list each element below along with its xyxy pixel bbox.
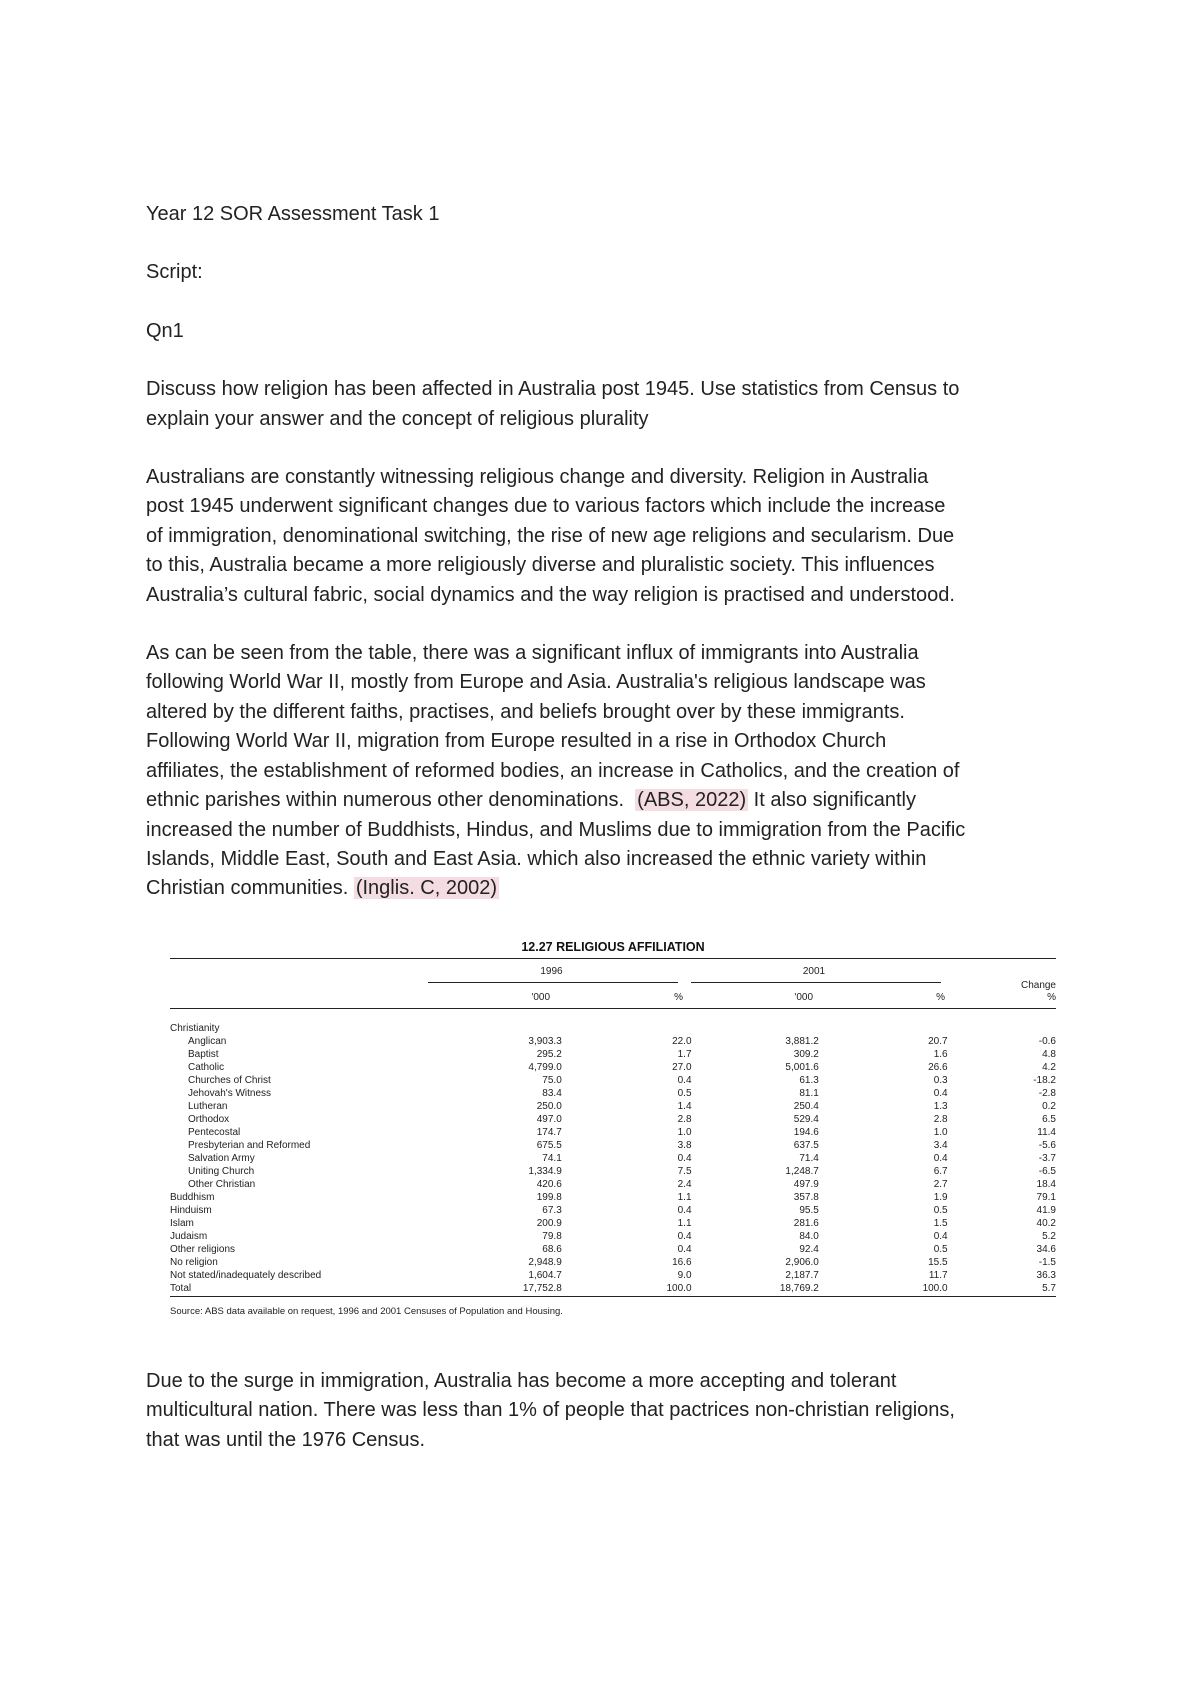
cell-change-percent: [948, 1022, 1056, 1035]
table-row: [170, 1269, 1056, 1282]
cell-1996-percent: 27.0: [672, 1062, 692, 1073]
cell-change-percent: 0.2: [1042, 1101, 1056, 1112]
cell-2001-thousand: 2,187.7: [785, 1270, 819, 1281]
cell-1996-thousand: 2,948.9: [528, 1257, 562, 1268]
row-label: Not stated/inadequately described: [170, 1270, 322, 1281]
table-row: [170, 1152, 1056, 1165]
cell-2001-percent: 20.7: [928, 1036, 948, 1047]
table-top-rule: [170, 958, 1056, 959]
table-row: [170, 1100, 1056, 1113]
question-line: explain your answer and the concept of religious plurality: [146, 407, 649, 430]
table-source: Source: ABS data available on request, 1996 and 2001 Censuses of Population and Housing.: [170, 1306, 563, 1317]
paragraph-text: Christian communities.: [146, 877, 354, 900]
cell-1996-thousand: 675.5: [536, 1140, 562, 1151]
paragraph-1: [146, 463, 1066, 610]
cell-2001-thousand: 529.4: [793, 1114, 819, 1125]
table-row: [170, 1022, 1056, 1035]
table-row: [170, 1113, 1056, 1126]
col-thousand-1996: '000: [531, 992, 550, 1003]
cell-change-percent: 5.7: [1042, 1283, 1056, 1294]
cell-2001-percent: [819, 1022, 948, 1035]
cell-1996-percent: 9.0: [677, 1270, 692, 1281]
religious-affiliation-table-figure: [170, 936, 1056, 1326]
row-label: No religion: [170, 1257, 218, 1268]
cell-2001-thousand: 18,769.2: [779, 1283, 819, 1294]
cell-2001-percent: 0.3: [933, 1075, 948, 1086]
paragraph-3: [146, 1367, 1066, 1455]
citation-inglis: (Inglis. C, 2002): [355, 877, 498, 900]
cell-change-percent: -2.8: [1038, 1088, 1056, 1099]
col-change-percent: %: [1047, 992, 1056, 1003]
cell-1996-thousand: 83.4: [542, 1088, 562, 1099]
row-label: Pentecostal: [188, 1127, 241, 1138]
cell-1996-thousand: 420.6: [536, 1179, 562, 1190]
cell-1996-percent: [562, 1022, 692, 1035]
cell-2001-percent: 0.5: [933, 1205, 948, 1216]
cell-change-percent: -3.7: [1038, 1153, 1056, 1164]
col-change-header: Change: [1020, 980, 1056, 991]
row-label: Buddhism: [170, 1192, 215, 1203]
paragraph-line: Australia’s cultural fabric, social dynamics and the way religion is practised and understood.: [146, 583, 955, 606]
table-row: [170, 1256, 1056, 1269]
paragraph-line: altered by the different faiths, practises, and beliefs brought over by these immigrants.: [146, 700, 905, 723]
row-label: Other Christian: [188, 1179, 256, 1190]
cell-1996-thousand: 1,334.9: [528, 1166, 562, 1177]
document-body: [146, 200, 1066, 933]
cell-change-percent: 6.5: [1042, 1114, 1056, 1125]
table-row: [170, 1139, 1056, 1152]
cell-1996-percent: 0.4: [677, 1231, 692, 1242]
document-title: Year 12 SOR Assessment Task 1: [146, 203, 440, 225]
year-1996-header: 1996: [540, 966, 563, 977]
cell-1996-percent: 1.7: [677, 1049, 692, 1060]
cell-change-percent: -5.6: [1038, 1140, 1056, 1151]
row-label: Uniting Church: [188, 1166, 255, 1177]
year-2001-rule: [691, 982, 941, 983]
table-row: [170, 1165, 1056, 1178]
cell-1996-thousand: 75.0: [542, 1075, 562, 1086]
cell-1996-percent: 2.4: [677, 1179, 692, 1190]
cell-1996-percent: 0.4: [677, 1075, 692, 1086]
table-header-rule: [170, 1008, 1056, 1009]
paragraph-line: of immigration, denominational switching, the rise of new age religions and secularism. Due: [146, 524, 955, 547]
cell-1996-thousand: 200.9: [536, 1218, 562, 1229]
cell-change-percent: 18.4: [1036, 1179, 1056, 1190]
cell-2001-percent: 1.5: [933, 1218, 948, 1229]
cell-2001-percent: 0.4: [933, 1231, 948, 1242]
cell-2001-percent: 11.7: [928, 1270, 948, 1281]
cell-2001-thousand: 3,881.2: [785, 1036, 819, 1047]
cell-2001-thousand: 309.2: [793, 1049, 819, 1060]
cell-change-percent: 4.2: [1042, 1062, 1056, 1073]
cell-2001-percent: 2.8: [933, 1114, 948, 1125]
cell-1996-percent: 1.4: [677, 1101, 692, 1112]
table-row: [170, 1048, 1056, 1061]
cell-2001-percent: 100.0: [922, 1283, 948, 1294]
row-label: Anglican: [188, 1036, 227, 1047]
cell-1996-percent: 2.8: [677, 1114, 692, 1125]
col-percent-2001: %: [936, 992, 945, 1003]
row-label: Churches of Christ: [188, 1075, 271, 1086]
cell-1996-percent: 3.8: [677, 1140, 692, 1151]
table-row: [170, 1035, 1056, 1048]
cell-1996-percent: 1.1: [677, 1218, 692, 1229]
table-row: [170, 1204, 1056, 1217]
cell-2001-thousand: 81.1: [799, 1088, 819, 1099]
cell-2001-thousand: 281.6: [793, 1218, 819, 1229]
cell-change-percent: -1.5: [1038, 1257, 1056, 1268]
cell-change-percent: 41.9: [1036, 1205, 1056, 1216]
paragraph-line: post 1945 underwent significant changes due to various factors which include the increase: [146, 495, 946, 518]
script-label: Script:: [146, 261, 203, 284]
row-label: Christianity: [170, 1023, 220, 1034]
year-2001-header: 2001: [802, 966, 826, 977]
cell-2001-percent: 26.6: [928, 1062, 948, 1073]
table-row: [170, 1061, 1056, 1074]
cell-1996-percent: 1.1: [677, 1192, 692, 1203]
paragraph-2: [146, 639, 1066, 904]
paragraph-line: Australians are constantly witnessing religious change and diversity. Religion in Australia: [146, 466, 929, 489]
cell-2001-thousand: 497.9: [793, 1179, 819, 1190]
cell-2001-percent: 1.6: [933, 1049, 948, 1060]
row-label: Lutheran: [188, 1101, 228, 1112]
cell-1996-thousand: 174.7: [536, 1127, 562, 1138]
table-title: 12.27 RELIGIOUS AFFILIATION: [521, 940, 705, 954]
cell-1996-percent: 22.0: [672, 1036, 692, 1047]
table-row: [170, 1191, 1056, 1204]
cell-1996-percent: 100.0: [666, 1283, 692, 1294]
paragraph-line: [146, 786, 1066, 815]
row-label: Islam: [170, 1218, 194, 1229]
row-label: Baptist: [188, 1049, 219, 1060]
cell-2001-thousand: 357.8: [793, 1192, 819, 1203]
row-label: Jehovah's Witness: [188, 1088, 272, 1099]
cell-1996-thousand: 1,604.7: [528, 1270, 562, 1281]
cell-1996-percent: 16.6: [672, 1257, 692, 1268]
col-percent-1996: %: [674, 992, 683, 1003]
cell-1996-thousand: 67.3: [542, 1205, 562, 1216]
cell-2001-thousand: 637.5: [793, 1140, 819, 1151]
cell-1996-thousand: 295.2: [536, 1049, 562, 1060]
question-label: Qn1: [146, 319, 184, 342]
table-row: [170, 1230, 1056, 1243]
cell-2001-percent: 3.4: [933, 1140, 948, 1151]
table-row: [170, 1074, 1056, 1087]
cell-2001-thousand: 194.6: [793, 1127, 819, 1138]
cell-2001-percent: 1.3: [933, 1101, 948, 1112]
cell-change-percent: -6.5: [1038, 1166, 1056, 1177]
cell-change-percent: -0.6: [1038, 1036, 1056, 1047]
cell-2001-percent: 0.4: [933, 1088, 948, 1099]
cell-change-percent: 4.8: [1042, 1049, 1056, 1060]
table-row: [170, 1282, 1056, 1295]
cell-1996-thousand: 3,903.3: [528, 1036, 562, 1047]
table-row: [170, 1243, 1056, 1256]
row-label: Salvation Army: [188, 1153, 255, 1164]
cell-change-percent: 34.6: [1036, 1244, 1056, 1255]
question-text: [146, 375, 1066, 434]
table-row: [170, 1126, 1056, 1139]
cell-1996-percent: 1.0: [677, 1127, 692, 1138]
cell-2001-percent: 6.7: [933, 1166, 948, 1177]
cell-1996-percent: 0.4: [677, 1205, 692, 1216]
religious-affiliation-table: [170, 1022, 1056, 1295]
row-label: Presbyterian and Reformed: [188, 1140, 311, 1151]
cell-1996-thousand: 4,799.0: [528, 1062, 562, 1073]
cell-2001-thousand: 61.3: [799, 1075, 819, 1086]
cell-change-percent: 40.2: [1036, 1218, 1056, 1229]
cell-change-percent: 5.2: [1042, 1231, 1056, 1242]
paragraph-line: As can be seen from the table, there was a significant influx of immigrants into Australia: [146, 642, 919, 665]
row-label: Judaism: [170, 1231, 208, 1242]
cell-2001-percent: 1.9: [933, 1192, 948, 1203]
cell-change-percent: 79.1: [1036, 1192, 1056, 1203]
cell-1996-percent: 0.4: [677, 1153, 692, 1164]
table-row: [170, 1087, 1056, 1100]
paragraph-line: [146, 874, 1066, 903]
paragraph-line: Due to the surge in immigration, Australia has become a more accepting and tolerant: [146, 1370, 897, 1392]
cell-2001-thousand: 92.4: [799, 1244, 819, 1255]
cell-2001-thousand: 1,248.7: [785, 1166, 819, 1177]
row-label: Hinduism: [170, 1205, 212, 1216]
table-row: [170, 1217, 1056, 1230]
cell-2001-percent: 0.4: [933, 1153, 948, 1164]
year-1996-rule: [428, 982, 678, 983]
cell-change-percent: 11.4: [1037, 1127, 1056, 1138]
cell-1996-thousand: 497.0: [536, 1114, 562, 1125]
cell-change-percent: -18.2: [1033, 1075, 1056, 1086]
row-label: Orthodox: [188, 1114, 230, 1125]
cell-2001-thousand: 2,906.0: [785, 1257, 819, 1268]
paragraph-line: Islands, Middle East, South and East Asia. which also increased the ethnic variety within: [146, 847, 927, 870]
cell-1996-thousand: 250.0: [536, 1101, 562, 1112]
paragraph-line: that was until the 1976 Census.: [146, 1428, 426, 1451]
cell-change-percent: 36.3: [1036, 1270, 1056, 1281]
cell-1996-percent: 0.4: [677, 1244, 692, 1255]
cell-2001-percent: 0.5: [933, 1244, 948, 1255]
cell-1996-thousand: 79.8: [542, 1231, 562, 1242]
cell-1996-thousand: 74.1: [542, 1153, 562, 1164]
paragraph-line: following World War II, mostly from Europe and Asia. Australia's religious landscape was: [146, 671, 926, 694]
cell-2001-percent: 1.0: [933, 1127, 948, 1138]
cell-1996-percent: 7.5: [677, 1166, 692, 1177]
citation-abs: (ABS, 2022): [637, 789, 747, 812]
table-row: [170, 1178, 1056, 1191]
row-label: Total: [170, 1283, 192, 1294]
cell-2001-thousand: [692, 1022, 819, 1035]
paragraph-text: It also significantly: [748, 789, 916, 812]
cell-1996-thousand: [435, 1022, 562, 1035]
col-thousand-2001: '000: [794, 992, 813, 1003]
cell-2001-thousand: 95.5: [799, 1205, 819, 1216]
paragraph-line: Following World War II, migration from Europe resulted in a rise in Orthodox Church: [146, 730, 887, 753]
row-label: Other religions: [170, 1244, 236, 1255]
cell-1996-percent: 0.5: [677, 1088, 692, 1099]
paragraph-3-block: [146, 1367, 1066, 1484]
paragraph-text: ethnic parishes within numerous other denominations.: [146, 789, 636, 812]
paragraph-line: to this, Australia became a more religiously diverse and pluralistic society. This influences: [146, 554, 935, 577]
cell-1996-thousand: 17,752.8: [522, 1283, 562, 1294]
paragraph-line: increased the number of Buddhists, Hindus, and Muslims due to immigration from the Pacific: [146, 818, 966, 841]
cell-1996-thousand: 199.8: [536, 1192, 562, 1203]
table-bottom-rule: [170, 1296, 1056, 1297]
cell-1996-thousand: 68.6: [542, 1244, 562, 1255]
cell-2001-percent: 2.7: [933, 1179, 948, 1190]
cell-2001-thousand: 250.4: [793, 1101, 819, 1112]
row-label: Catholic: [188, 1062, 225, 1073]
cell-2001-thousand: 71.4: [799, 1153, 819, 1164]
paragraph-line: multicultural nation. There was less than 1% of people that pactrices non-christian religions,: [146, 1399, 955, 1422]
question-line: Discuss how religion has been affected in Australia post 1945. Use statistics from Census to: [146, 378, 960, 401]
cell-2001-percent: 15.5: [928, 1257, 948, 1268]
cell-2001-thousand: 5,001.6: [785, 1062, 819, 1073]
cell-2001-thousand: 84.0: [799, 1231, 819, 1242]
paragraph-line: affiliates, the establishment of reformed bodies, an increase in Catholics, and the creation of: [146, 759, 960, 782]
